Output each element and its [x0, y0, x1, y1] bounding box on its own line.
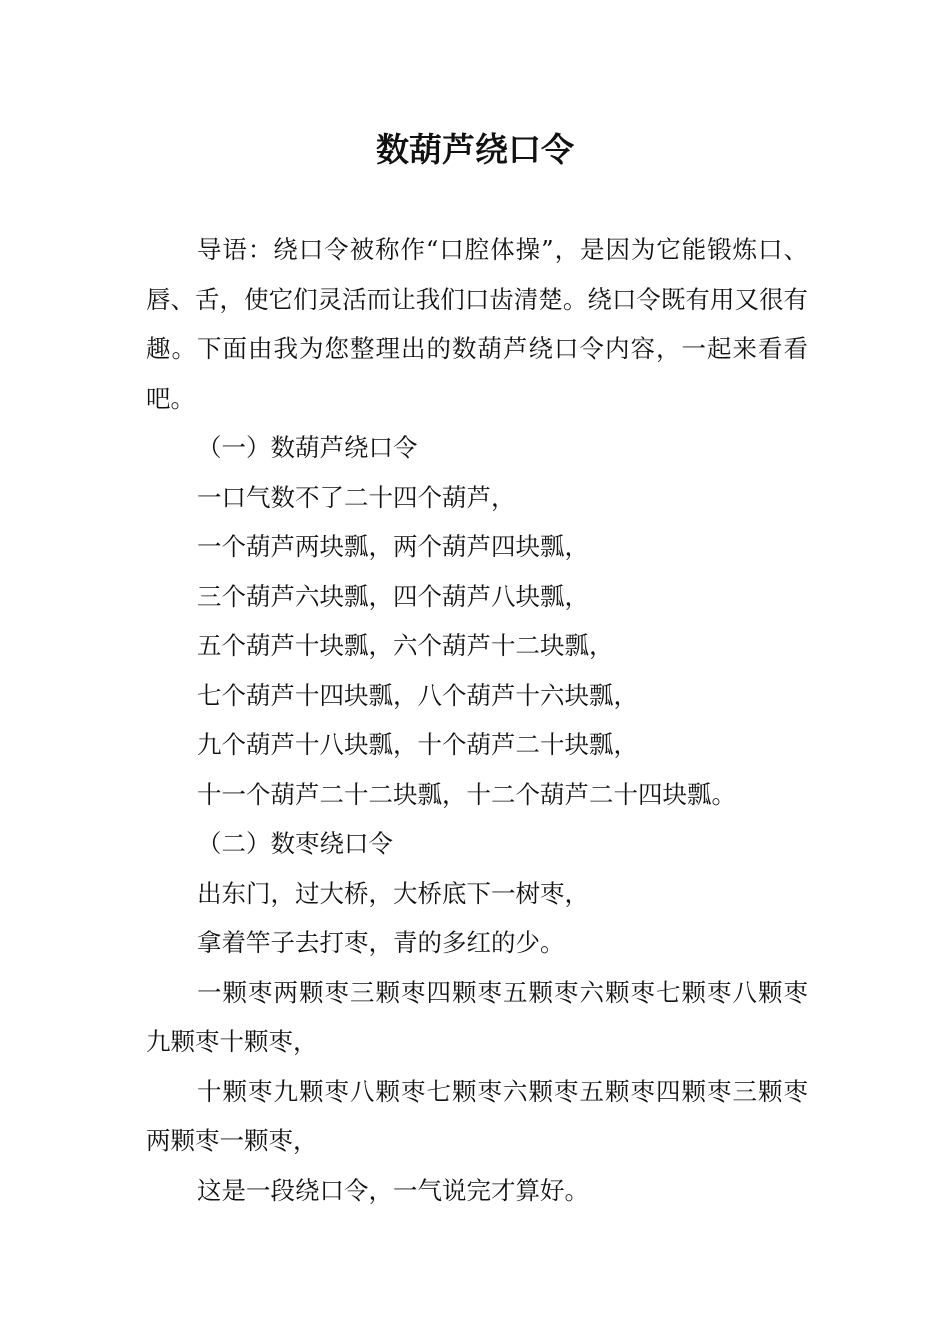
section-heading-gourd: （一）数葫芦绕口令 — [197, 433, 418, 462]
gourd-line: 五个葫芦十块瓢，六个葫芦十二块瓢， — [197, 631, 614, 660]
gourd-line: 十一个葫芦二十二块瓢，十二个葫芦二十四块瓢。 — [197, 779, 736, 809]
jujube-line: 出东门，过大桥，大桥底下一树枣， — [197, 878, 589, 908]
gourd-line: 九个葫芦十八块瓢，十个葫芦二十块瓢， — [197, 730, 638, 759]
jujube-count-up-paragraph: 一颗枣两颗枣三颗枣四颗枣五颗枣六颗枣七颗枣八颗枣九颗枣十颗枣， — [146, 977, 808, 1056]
document-title: 数葫芦绕口令 — [376, 130, 574, 169]
intro-paragraph: 导语：绕口令被称作“口腔体操”，是因为它能锻炼口、唇、舌，使它们灵活而让我们口齿清楚。绕口令既有用又很有趣。下面由我为您整理出的数葫芦绕口令内容，一起来看看吧。 — [146, 235, 808, 413]
gourd-line: 七个葫芦十四块瓢，八个葫芦十六块瓢， — [197, 680, 638, 710]
closing-line: 这是一段绕口令，一气说完才算好。 — [197, 1175, 589, 1205]
gourd-line: 一口气数不了二十四个葫芦， — [197, 482, 516, 512]
jujube-line: 拿着竿子去打枣，青的多红的少。 — [197, 928, 565, 957]
jujube-count-down-paragraph: 十颗枣九颗枣八颗枣七颗枣六颗枣五颗枣四颗枣三颗枣两颗枣一颗枣， — [146, 1076, 808, 1155]
section-heading-jujube: （二）数枣绕口令 — [197, 829, 393, 858]
gourd-line: 三个葫芦六块瓢，四个葫芦八块瓢， — [197, 581, 589, 611]
gourd-line: 一个葫芦两块瓢，两个葫芦四块瓢， — [197, 532, 589, 561]
document-body — [146, 225, 808, 1215]
